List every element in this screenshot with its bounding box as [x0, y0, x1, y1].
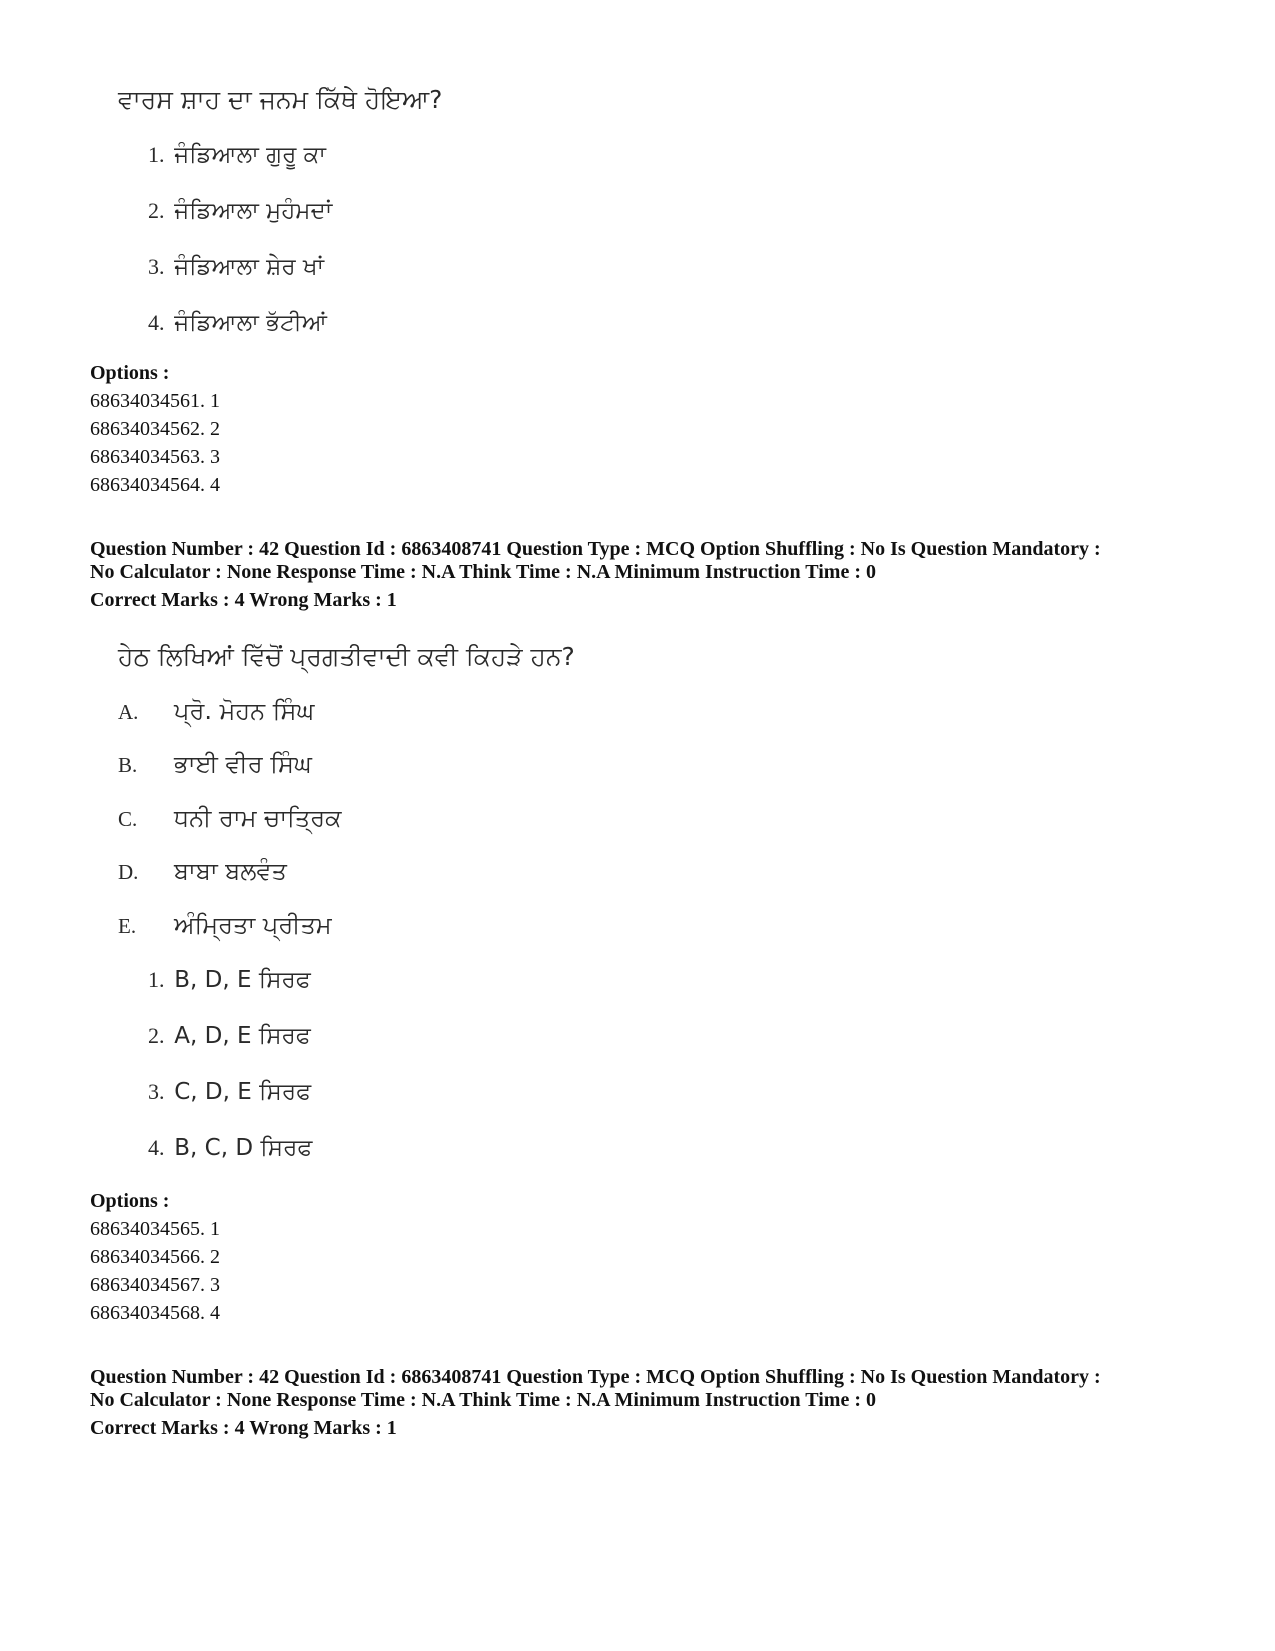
- question-meta-line-1: Question Number : 42 Question Id : 6863408741 Question Type : MCQ Option Shuffling : No Is Question Mandatory :: [90, 538, 1101, 560]
- statement-text: ਧਨੀ ਰਾਮ ਚਾਤ੍ਰਿਕ: [174, 804, 342, 832]
- option-id-line: 68634034564. 4: [90, 474, 220, 496]
- choice-text: ਜੰਡਿਆਲਾ ਭੱਟੀਆਂ: [174, 310, 327, 336]
- choice-number: 3.: [148, 254, 165, 279]
- option-id-line: 68634034565. 1: [90, 1218, 220, 1240]
- choice-number: 2.: [148, 1023, 165, 1048]
- question-marks: Correct Marks : 4 Wrong Marks : 1: [90, 1417, 397, 1439]
- answer-choice-3: [148, 1079, 311, 1105]
- answer-choice-2: [148, 1023, 311, 1049]
- answer-choice-4: [148, 1135, 312, 1161]
- statement-item-a: [118, 697, 314, 726]
- choice-number: 2.: [148, 198, 165, 223]
- answer-choice-1: [148, 142, 326, 168]
- statement-item-c: [118, 804, 342, 833]
- statement-item-d: [118, 857, 287, 886]
- choice-number: 4.: [148, 310, 165, 335]
- question-meta-line-2: No Calculator : None Response Time : N.A Think Time : N.A Minimum Instruction Time : 0: [90, 1389, 876, 1411]
- statement-letter: E.: [118, 914, 137, 938]
- statement-text: ਪ੍ਰੋ. ਮੋਹਨ ਸਿੰਘ: [174, 697, 315, 725]
- question-meta-line-2: No Calculator : None Response Time : N.A Think Time : N.A Minimum Instruction Time : 0: [90, 561, 876, 583]
- option-id-line: 68634034563. 3: [90, 446, 220, 468]
- choice-text: B, C, D ਸਿਰਫ: [174, 1135, 313, 1161]
- statement-item-e: [118, 911, 332, 940]
- option-id-line: 68634034566. 2: [90, 1246, 220, 1268]
- statement-letter: B.: [118, 753, 138, 777]
- answer-choice-3: [148, 254, 324, 280]
- question-meta: [90, 1366, 1190, 1412]
- question-marks: Correct Marks : 4 Wrong Marks : 1: [90, 589, 397, 611]
- statement-text: ਬਾਬਾ ਬਲਵੰਤ: [174, 857, 287, 885]
- statement-letter: A.: [118, 700, 139, 724]
- statement-letter: D.: [118, 860, 139, 884]
- option-id-line: 68634034568. 4: [90, 1302, 220, 1324]
- question-meta: [90, 538, 1190, 584]
- statement-text: ਅੰਮ੍ਰਿਤਾ ਪ੍ਰੀਤਮ: [174, 911, 332, 939]
- answer-choice-2: [148, 198, 332, 224]
- question-stem: ਹੇਠ ਲਿਖਿਆਂ ਵਿੱਚੋਂ ਪ੍ਰਗਤੀਵਾਦੀ ਕਵੀ ਕਿਹੜੇ ਹਨ?: [118, 642, 575, 671]
- statement-text: ਭਾਈ ਵੀਰ ਸਿੰਘ: [174, 750, 312, 778]
- options-label: Options :: [90, 362, 170, 384]
- option-id-line: 68634034561. 1: [90, 390, 220, 412]
- choice-text: C, D, E ਸਿਰਫ: [174, 1079, 312, 1105]
- option-id-line: 68634034562. 2: [90, 418, 220, 440]
- statement-item-b: [118, 750, 312, 779]
- choice-text: ਜੰਡਿਆਲਾ ਮੁਹੰਮਦਾਂ: [174, 198, 333, 224]
- choice-text: ਜੰਡਿਆਲਾ ਗੁਰੂ ਕਾ: [174, 142, 326, 168]
- question-meta-line-1: Question Number : 42 Question Id : 6863408741 Question Type : MCQ Option Shuffling : No Is Question Mandatory :: [90, 1366, 1101, 1388]
- choice-number: 4.: [148, 1135, 165, 1160]
- choice-text: B, D, E ਸਿਰਫ: [174, 967, 311, 993]
- option-id-line: 68634034567. 3: [90, 1274, 220, 1296]
- choice-number: 1.: [148, 967, 165, 992]
- answer-choice-1: [148, 967, 311, 993]
- choice-number: 3.: [148, 1079, 165, 1104]
- answer-choice-4: [148, 310, 327, 336]
- options-label: Options :: [90, 1190, 170, 1212]
- question-stem: ਵਾਰਸ ਸ਼ਾਹ ਦਾ ਜਨਮ ਕਿੱਥੇ ਹੋਇਆ?: [118, 85, 443, 114]
- statement-letter: C.: [118, 807, 138, 831]
- choice-text: A, D, E ਸਿਰਫ: [174, 1023, 311, 1049]
- choice-number: 1.: [148, 142, 165, 167]
- choice-text: ਜੰਡਿਆਲਾ ਸ਼ੇਰ ਖਾਂ: [174, 254, 325, 280]
